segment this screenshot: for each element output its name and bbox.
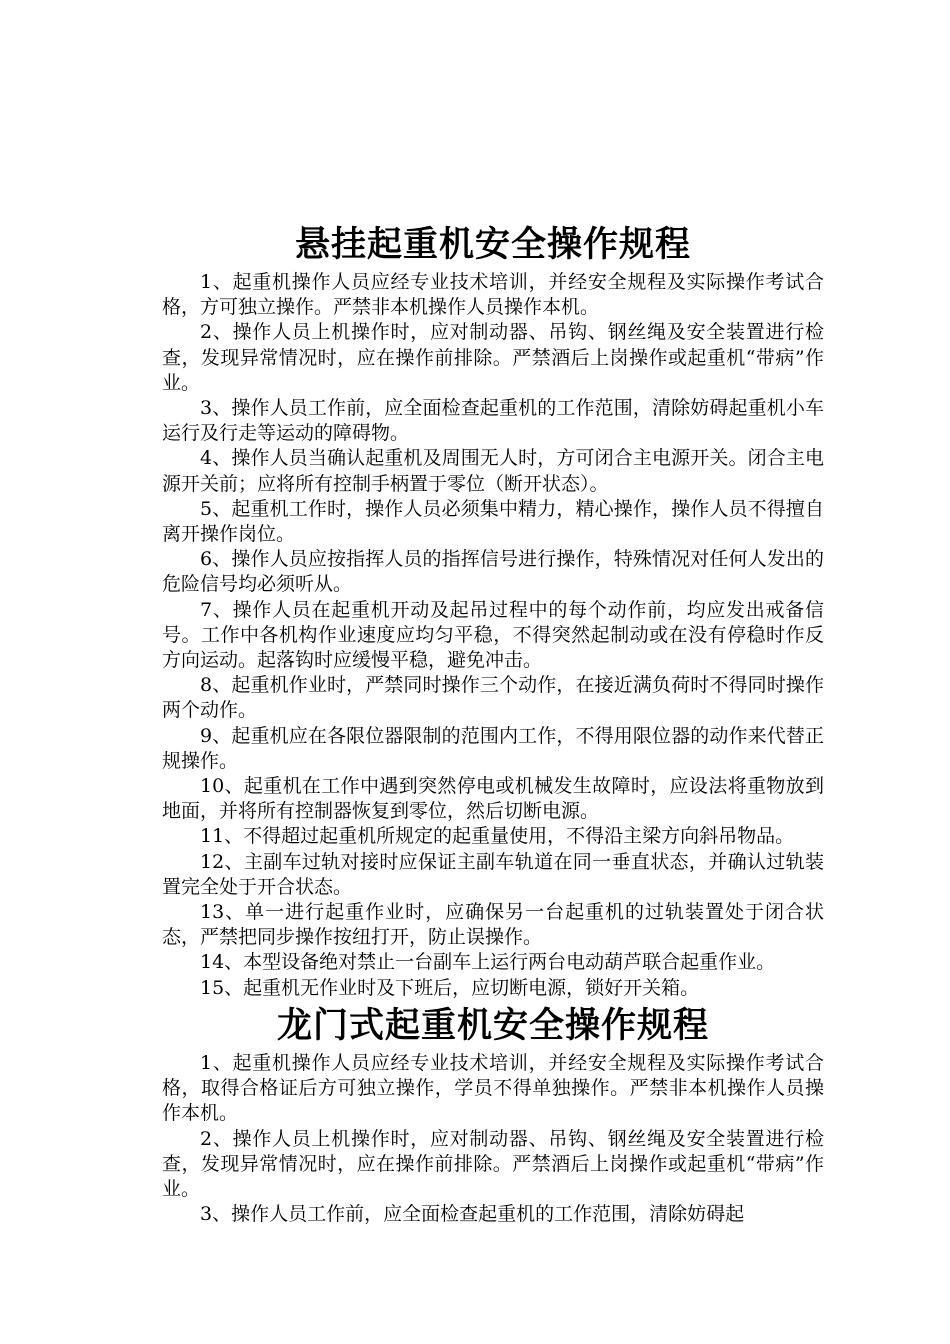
clause-item: 11、不得超过起重机所规定的起重量使用，不得沿主梁方向斜吊物品。 — [200, 825, 795, 848]
clause-list — [162, 1051, 824, 1227]
clause-item: 14、本型设备绝对禁止一台副车上运行两台电动葫芦联合起重作业。 — [200, 951, 776, 974]
clause-item: 10、起重机在工作中遇到突然停电或机械发生故障时，应设法将重物放到地面，并将所有控制器恢复到零位，然后切断电源。 — [162, 775, 824, 823]
clause-list — [162, 270, 824, 1001]
clause-item: 5、起重机工作时，操作人员必须集中精力，精心操作，操作人员不得擅自离开操作岗位。 — [162, 497, 824, 546]
document-body — [162, 220, 824, 1227]
section-suspension-crane — [162, 220, 824, 1001]
section-title: 龙门式起重机安全操作规程 — [276, 1005, 709, 1046]
clause-item: 3、操作人员工作前，应全面检查起重机的工作范围，清除妨碍起 — [200, 1203, 745, 1226]
clause-item: 1、起重机操作人员应经专业技术培训，并经安全规程及实际操作考试合格，取得合格证后方可独立操作，学员不得单独操作。严禁非本机操作人员操作本机。 — [162, 1051, 824, 1125]
clause-item: 7、操作人员在起重机开动及起吊过程中的每个动作前，均应发出戒备信号。工作中各机构作业速度应均匀平稳，不得突然起制动或在没有停稳时作反方向运动。起落钩时应缓慢平稳，避免冲击。 — [162, 598, 824, 672]
clause-item: 4、操作人员当确认起重机及周围无人时，方可闭合主电源开关。闭合主电源开关前；应将所有控制手柄置于零位（断开状态）。 — [162, 447, 824, 495]
section-title: 悬挂起重机安全操作规程 — [294, 225, 691, 265]
section-gantry-crane — [162, 1001, 824, 1227]
clause-item: 12、主副车过轨对接时应保证主副车轨道在同一垂直状态，并确认过轨装置完全处于开合状态。 — [162, 850, 824, 898]
clause-item: 8、起重机作业时，严禁同时操作三个动作，在接近满负荷时不得同时操作两个动作。 — [162, 674, 824, 722]
clause-item: 6、操作人员应按指挥人员的指挥信号进行操作，特殊情况对任何人发出的危险信号均必须听从。 — [162, 548, 824, 596]
clause-item: 2、操作人员上机操作时，应对制动器、吊钩、钢丝绳及安全装置进行检查，发现异常情况时，应在操作前排除。严禁酒后上岗操作或起重机“带病”作业。 — [162, 1127, 824, 1200]
clause-item: 3、操作人员工作前，应全面检查起重机的工作范围，清除妨碍起重机小车运行及行走等运动的障碍物。 — [162, 397, 824, 445]
clause-item: 15、起重机无作业时及下班后，应切断电源，锁好开关箱。 — [200, 976, 700, 999]
clause-item: 9、起重机应在各限位器限制的范围内工作，不得用限位器的动作来代替正规操作。 — [162, 724, 824, 772]
clause-item: 1、起重机操作人员应经专业技术培训，并经安全规程及实际操作考试合格，方可独立操作。严禁非本机操作人员操作本机。 — [162, 271, 824, 319]
clause-item: 13、单一进行起重作业时，应确保另一台起重机的过轨装置处于闭合状态，严禁把同步操作按纽打开，防止误操作。 — [162, 901, 824, 949]
clause-item: 2、操作人员上机操作时，应对制动器、吊钩、钢丝绳及安全装置进行检查，发现异常情况时，应在操作前排除。严禁酒后上岗操作或起重机“带病”作业。 — [162, 321, 824, 394]
